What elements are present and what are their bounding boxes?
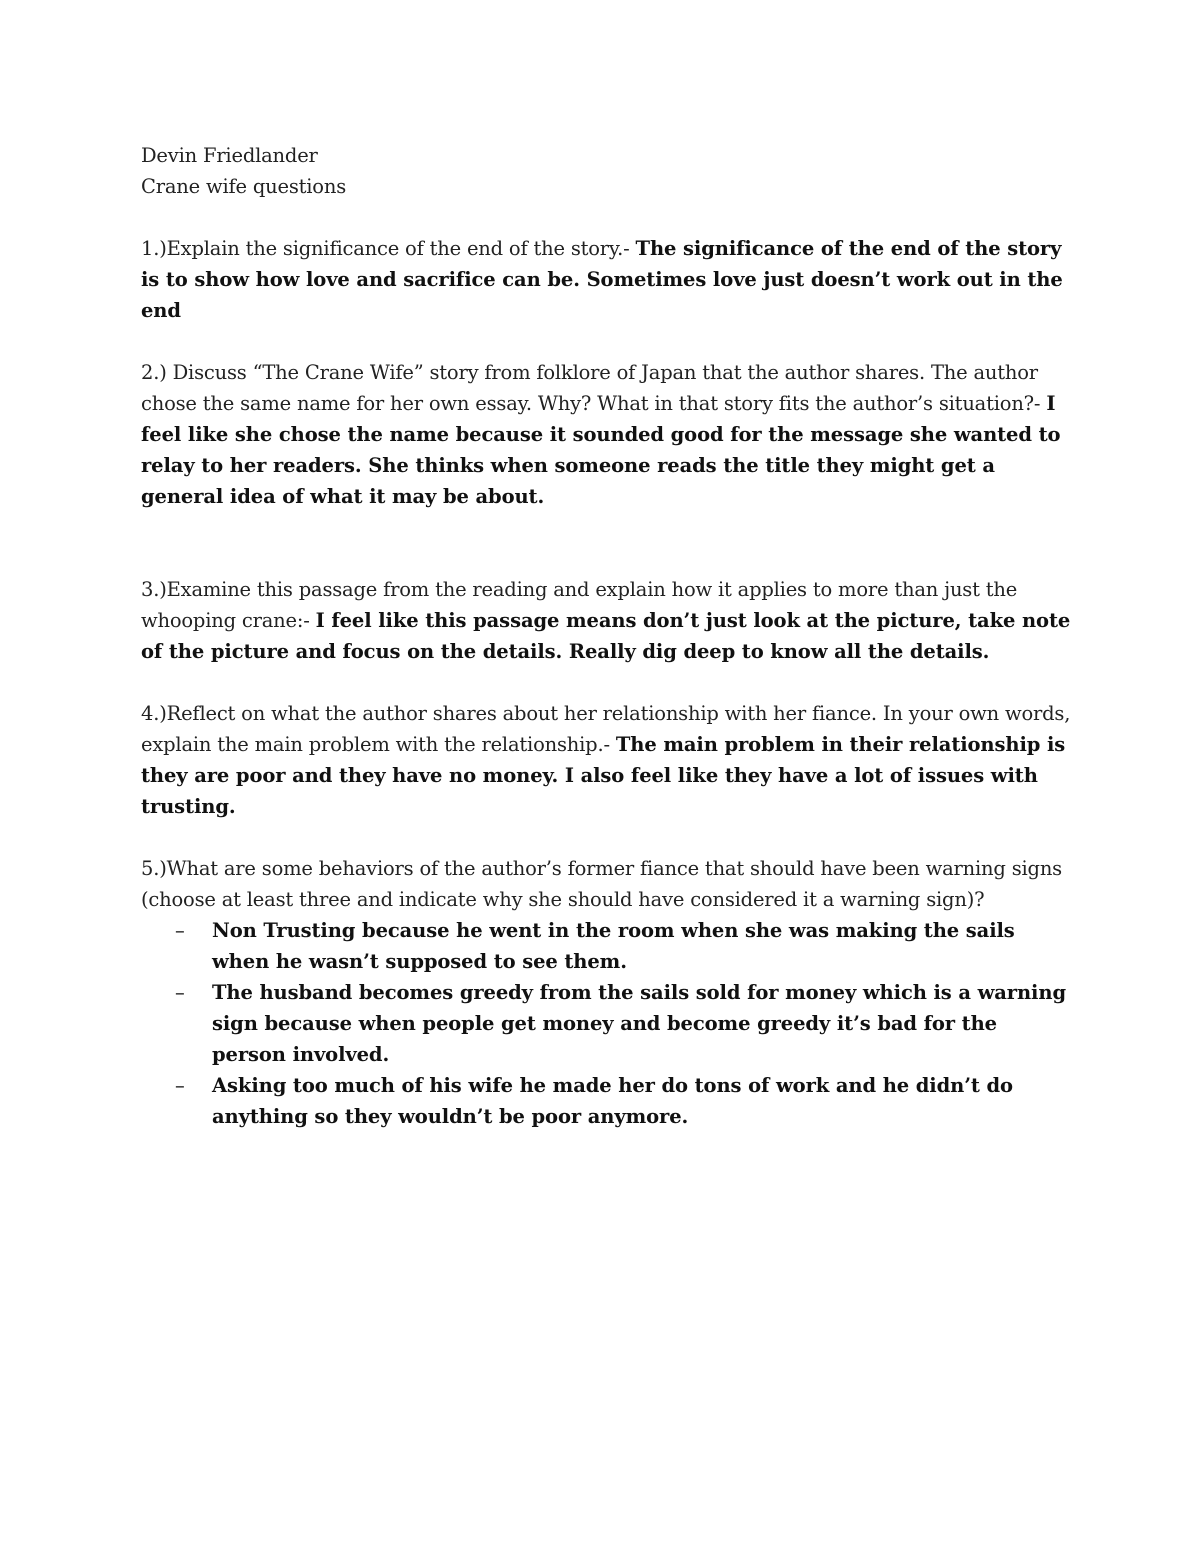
question-answer: I feel like this passage means don’t just look at the picture, take note of the picture and focus on the details. Really dig deep to know all the details.	[141, 609, 1071, 663]
question-1	[141, 233, 1071, 326]
document-body	[141, 140, 1071, 1132]
document-title: Crane wife questions	[141, 175, 347, 198]
question-5	[141, 853, 1071, 1132]
question-answer: I feel like she chose the name because it sounded good for the message she wanted to relay to her readers. She thinks when someone reads the title they might get a general idea of what it may be about.	[141, 392, 1061, 508]
dash-icon: –	[175, 919, 185, 942]
question-answer: The significance of the end of the story is to show how love and sacrifice can be. Sometimes love just doesn’t work out in the end	[141, 237, 1063, 322]
question-3	[141, 574, 1071, 667]
dash-icon: –	[175, 1074, 185, 1097]
author-name: Devin Friedlander	[141, 144, 318, 167]
question-4	[141, 698, 1071, 822]
list-item	[141, 915, 1071, 977]
question-prompt: 5.)What are some behaviors of the author’s former fiance that should have been warning signs (choose at least three and indicate why she should have considered it a warning sign)?	[141, 857, 1062, 911]
list-item-text: Non Trusting because he went in the room when she was making the sails when he wasn’t supposed to see them.	[212, 919, 1015, 973]
list-item	[141, 977, 1071, 1070]
list-item-text: The husband becomes greedy from the sails sold for money which is a warning sign because when people get money and become greedy it’s bad for the person involved.	[212, 981, 1066, 1066]
question-prompt: 2.) Discuss “The Crane Wife” story from folklore of Japan that the author shares. The author chose the same name for her own essay. Why? What in that story fits the author’s situation?-	[141, 361, 1047, 415]
question-answer: The main problem in their relationship is they are poor and they have no money. I also feel like they have a lot of issues with trusting.	[141, 733, 1066, 818]
question-prompt: 1.)Explain the significance of the end of the story.-	[141, 237, 636, 260]
answer-bullet-list	[141, 915, 1071, 1132]
question-2	[141, 357, 1071, 512]
list-item-text: Asking too much of his wife he made her do tons of work and he didn’t do anything so they wouldn’t be poor anymore.	[212, 1074, 1013, 1128]
dash-icon: –	[175, 981, 185, 1004]
question-prompt: 3.)Examine this passage from the reading and explain how it applies to more than just the whooping crane:-	[141, 578, 1018, 632]
list-item	[141, 1070, 1071, 1132]
question-prompt: 4.)Reflect on what the author shares about her relationship with her fiance. In your own words, explain the main problem with the relationship.-	[141, 702, 1071, 756]
